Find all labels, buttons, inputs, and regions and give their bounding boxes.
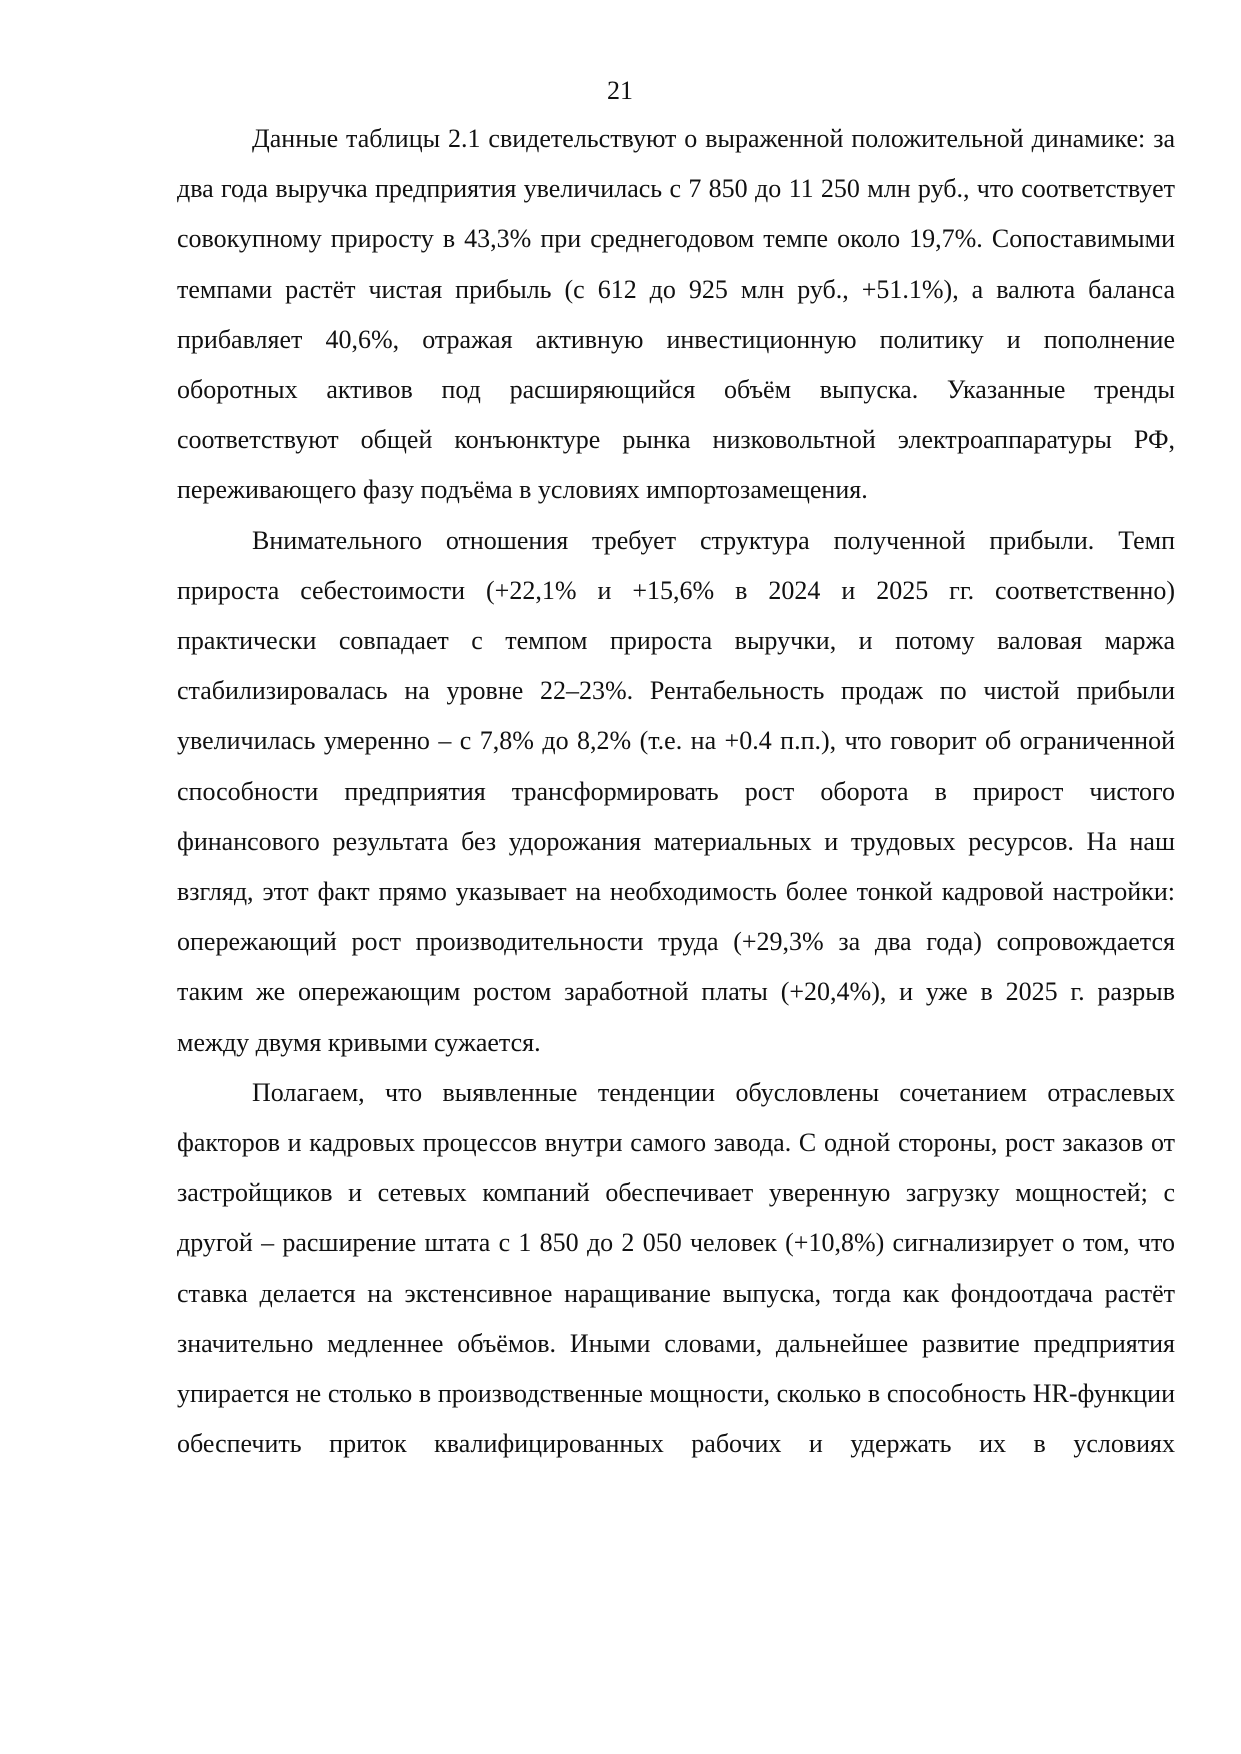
page-number: 21 bbox=[607, 76, 633, 105]
paragraph-1: Данные таблицы 2.1 свидетельствуют о выраженной положительной динамике: за два года выручка предприятия увеличилась с 7 850 до 11 250 млн руб., что соответствует совокупному приросту в 43,3% при среднегодовом темпе около 19,7%. Сопоставимыми темпами растёт чистая прибыль (с 612 до 925 млн руб., +51.1%), а валюта баланса прибавляет 40,6%, отражая активную инвестиционную политику и пополнение оборотных активов под расширяющийся объём выпуска. Указанные тренды соответствуют общей конъюнктуре рынка низковольтной электроаппаратуры РФ, переживающего фазу подъёма в условиях импортозамещения. bbox=[177, 124, 1175, 505]
body-text bbox=[177, 114, 1175, 1469]
paragraph-3: Полагаем, что выявленные тенденции обусловлены сочетанием отраслевых факторов и кадровых процессов внутри самого завода. С одной стороны, рост заказов от застройщиков и сетевых компаний обеспечивает уверенную загрузку мощностей; с другой – расширение штата с 1 850 до 2 050 человек (+10,8%) сигнализирует о том, что ставка делается на экстенсивное наращивание выпуска, тогда как фондоотдача растёт значительно медленнее объёмов. Иными словами, дальнейшее развитие предприятия упирается не столько в производственные мощности, сколько в способность HR-функции обеспечить приток квалифицированных рабочих и удержать их в условиях bbox=[177, 1077, 1175, 1459]
paragraph-2: Внимательного отношения требует структура полученной прибыли. Темп прироста себестоимости (+22,1% и +15,6% в 2024 и 2025 гг. соответственно) практически совпадает с темпом прироста выручки, и потому валовая маржа стабилизировалась на уровне 22–23%. Рентабельность продаж по чистой прибыли увеличилась умеренно – с 7,8% до 8,2% (т.е. на +0.4 п.п.), что говорит об ограниченной способности предприятия трансформировать рост оборота в прирост чистого финансового результата без удорожания материальных и трудовых ресурсов. На наш взгляд, этот факт прямо указывает на необходимость более тонкой кадровой настройки: опережающий рост производительности труда (+29,3% за два года) сопровождается таким же опережающим ростом заработной платы (+20,4%), и уже в 2025 г. разрыв между двумя кривыми сужается. bbox=[177, 525, 1175, 1057]
